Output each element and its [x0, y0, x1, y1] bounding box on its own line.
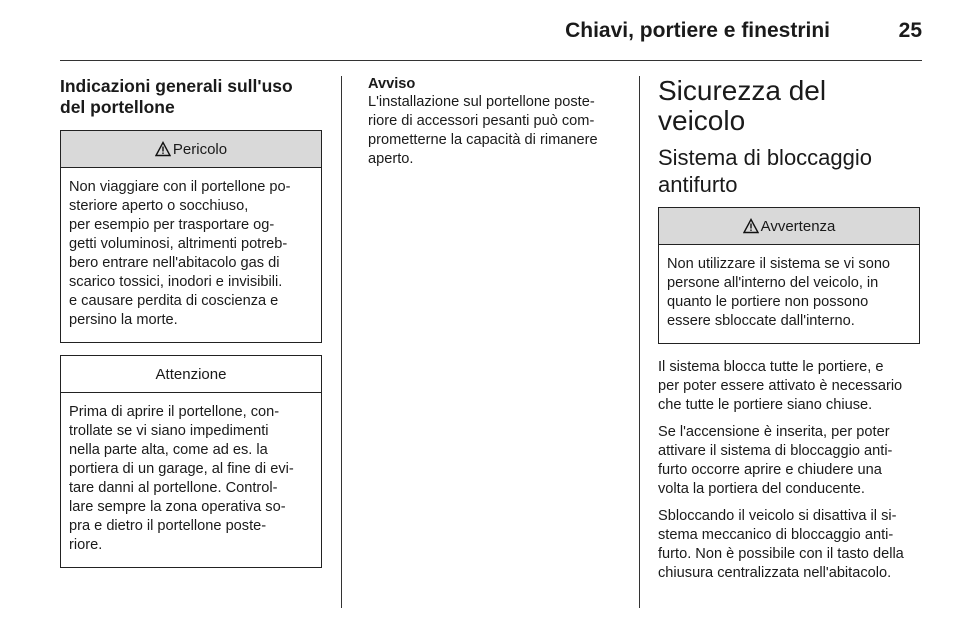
subtitle-line: antifurto — [658, 172, 738, 197]
caution-box — [60, 355, 322, 568]
text-line: portiera di un garage, al fine di evi- — [69, 461, 294, 477]
caution-box-label: Attenzione — [155, 365, 227, 383]
body-paragraph — [658, 507, 920, 583]
text-line: persone all'interno del veicolo, in — [667, 275, 879, 291]
text-line: steriore aperto o socchiuso, — [69, 198, 249, 214]
text-line: Prima di aprire il portellone, con- — [69, 404, 280, 420]
text-line: riore di accessori pesanti può com- — [368, 113, 595, 129]
caution-box-body — [61, 393, 321, 567]
text-line: scarico tossici, inodori e invisibili. — [69, 274, 283, 290]
danger-box-label: Pericolo — [172, 140, 228, 158]
text-line: furto. Non è possibile con il tasto della — [658, 546, 904, 562]
text-line: Sbloccando il veicolo si disattiva il si- — [658, 508, 897, 524]
text-line: essere sbloccate dall'interno. — [667, 313, 855, 329]
section-subtitle — [658, 144, 920, 198]
text-line: e causare perdita di coscienza e — [69, 293, 279, 309]
text-line: L'installazione sul portellone poste- — [368, 94, 595, 110]
danger-box-body — [61, 168, 321, 342]
warning-triangle-icon — [155, 141, 171, 157]
warning-box-label: Avvertenza — [760, 217, 836, 235]
text-line: aperto. — [368, 151, 414, 167]
text-line: prometterne la capacità di rimanere — [368, 132, 598, 148]
warning-box-header — [659, 208, 919, 245]
text-line: trollate se vi siano impedimenti — [69, 423, 269, 439]
text-line: tare danni al portellone. Control- — [69, 480, 278, 496]
left-column — [60, 76, 322, 580]
danger-box-header — [61, 131, 321, 168]
caution-box-header — [61, 356, 321, 393]
text-line: bero entrare nell'abitacolo gas di — [69, 255, 280, 271]
text-line: riore. — [69, 537, 103, 553]
text-line: lare sempre la zona operativa so- — [69, 499, 286, 515]
warning-box — [658, 207, 920, 344]
text-line: chiusura centralizzata nell'abitacolo. — [658, 565, 892, 581]
note-paragraph — [368, 93, 620, 169]
column-divider — [341, 76, 342, 608]
text-line: Non viaggiare con il portellone po- — [69, 179, 291, 195]
running-header-title: Chiavi, portiere e finestrini — [565, 19, 830, 42]
column-divider — [639, 76, 640, 608]
note-title: Avviso — [368, 76, 416, 92]
text-line: Non utilizzare il sistema se vi sono — [667, 256, 891, 272]
warning-triangle-icon — [743, 218, 759, 234]
text-line: quanto le portiere non possono — [667, 294, 869, 310]
text-line: stema meccanico di bloccaggio anti- — [658, 527, 894, 543]
chapter-title: Sicurezza del veicolo — [658, 75, 827, 136]
text-line: volta la portiera del conducente. — [658, 481, 865, 497]
body-paragraph — [658, 423, 920, 499]
middle-column — [368, 76, 620, 177]
text-line: pra e dietro il portellone poste- — [69, 518, 267, 534]
text-line: getti voluminosi, altrimenti potreb- — [69, 236, 288, 252]
section-heading: Indicazioni generali sull'uso del portellone — [60, 76, 293, 117]
text-line: Il sistema blocca tutte le portiere, e — [658, 359, 884, 375]
text-line: furto occorre aprire e chiudere una — [658, 462, 882, 478]
text-line: nella parte alta, come ad es. la — [69, 442, 268, 458]
page-header — [60, 0, 922, 61]
right-column — [658, 76, 920, 591]
text-line: Se l'accensione è inserita, per poter — [658, 424, 890, 440]
danger-box — [60, 130, 322, 343]
text-line: attivare il sistema di bloccaggio anti- — [658, 443, 893, 459]
warning-box-body — [659, 245, 919, 343]
text-line: per poter essere attivato è necessario — [658, 378, 903, 394]
subtitle-line: Sistema di bloccaggio — [658, 145, 873, 170]
text-line: per esempio per trasportare og- — [69, 217, 275, 233]
text-line: che tutte le portiere siano chiuse. — [658, 397, 873, 413]
page-number: 25 — [898, 19, 922, 42]
body-paragraph — [658, 358, 920, 415]
text-line: persino la morte. — [69, 312, 178, 328]
